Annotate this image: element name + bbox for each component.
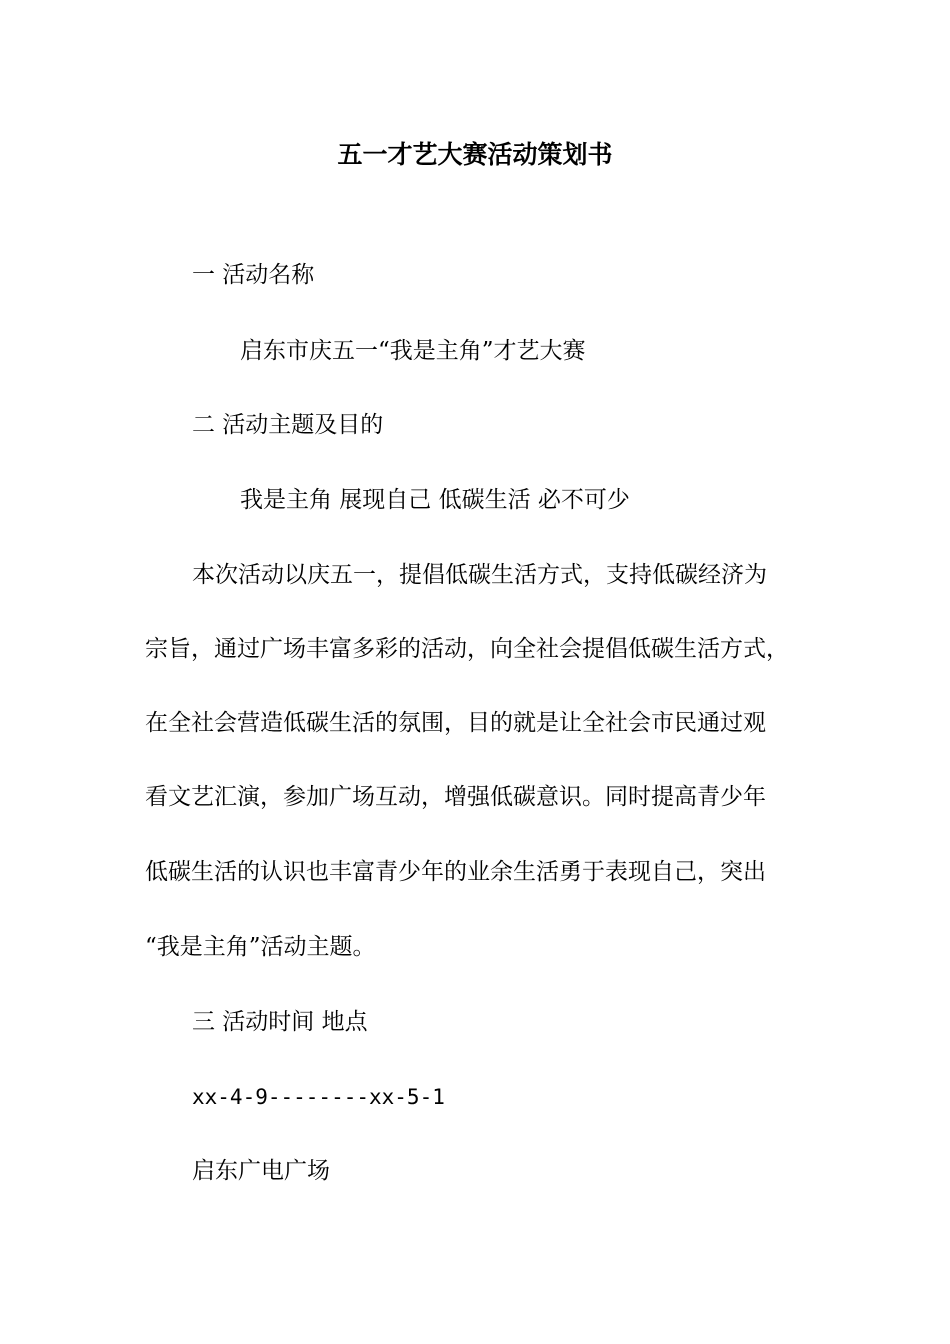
activity-time: xx-4-9--------xx-5-1	[192, 1085, 445, 1109]
section-heading-theme: 二 活动主题及目的	[192, 412, 384, 438]
paragraph-line: 看文艺汇演，参加广场互动，增强低碳意识。同时提高青少年	[145, 784, 766, 810]
document-title: 五一才艺大赛活动策划书	[337, 140, 613, 169]
section-heading-name: 一 活动名称	[192, 262, 315, 288]
activity-slogan: 我是主角 展现自己 低碳生活 必不可少	[240, 487, 630, 513]
paragraph-line: 本次活动以庆五一，提倡低碳生活方式，支持低碳经济为	[192, 562, 767, 588]
paragraph-line: 宗旨，通过广场丰富多彩的活动，向全社会提倡低碳生活方式，	[145, 636, 789, 662]
paragraph-line: 在全社会营造低碳生活的氛围，目的就是让全社会市民通过观	[145, 710, 766, 736]
activity-name: 启东市庆五一“我是主角”才艺大赛	[240, 338, 586, 364]
activity-place: 启东广电广场	[192, 1158, 330, 1184]
paragraph-line: “我是主角”活动主题。	[145, 934, 376, 960]
section-heading-time-place: 三 活动时间 地点	[192, 1009, 368, 1035]
paragraph-line: 低碳生活的认识也丰富青少年的业余生活勇于表现自己，突出	[145, 859, 766, 885]
